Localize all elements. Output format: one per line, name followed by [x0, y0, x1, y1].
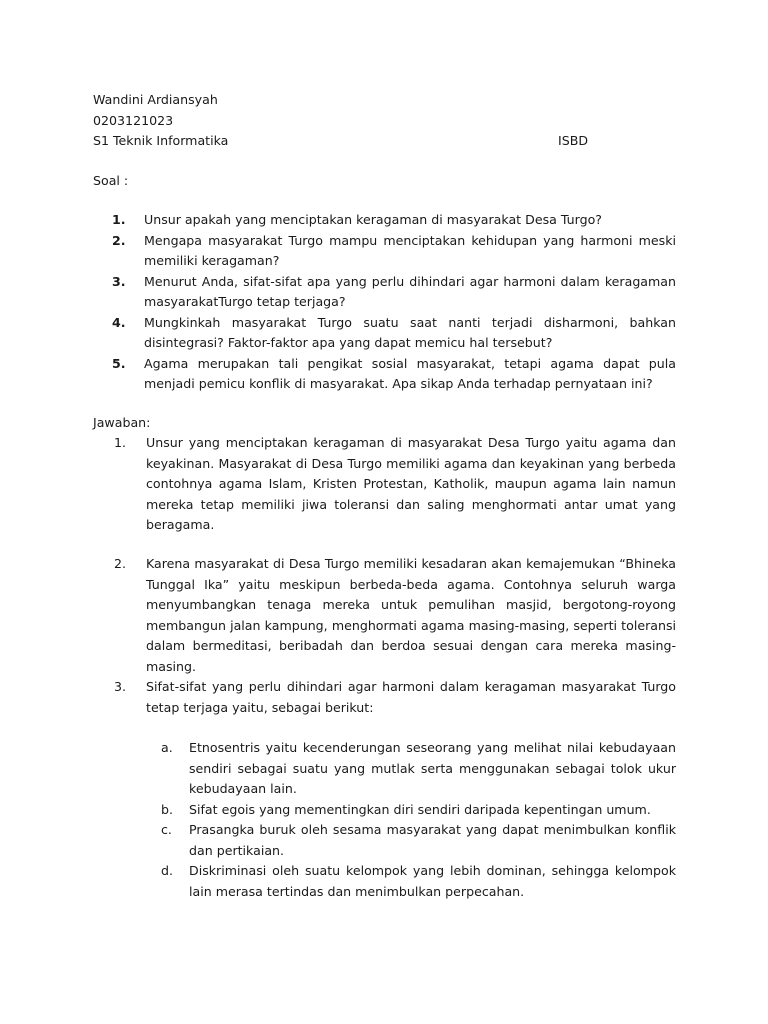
answer-text: Karena masyarakat di Desa Turgo memiliki kesadaran akan kemajemukan “Bhineka Tunggal Ika” yaitu meskipun berbeda-beda agama. Contohnya seluruh warga menyumbangkan tenaga mereka untuk pemulihan masjid, bergotong-royong membangun jalan kampung, menghormati agama masing-masing, seperti toleransi dalam bermeditasi, beribadah dan berdoa sesuai dengan cara mereka masing-masing.: [146, 556, 676, 674]
question-number: 2.: [112, 232, 126, 248]
study-program: S1 Teknik Informatika: [93, 133, 229, 148]
sub-answer-item: [157, 738, 676, 800]
question-item: [108, 272, 676, 313]
student-id: 0203121023: [93, 112, 174, 128]
answer-number: 1.: [114, 435, 127, 450]
soal-heading: Soal :: [93, 173, 129, 188]
question-item: [108, 231, 676, 272]
sub-answer-text: Prasangka buruk oleh sesama masyarakat yang dapat menimbulkan konflik dan pertikaian.: [189, 822, 676, 858]
document-header: [93, 90, 693, 152]
question-text: Menurut Anda, sifat-sifat apa yang perlu dihindari agar harmoni dalam keragaman masyarakatTurgo tetap terjaga?: [144, 273, 676, 309]
sub-answer-letter: d.: [161, 863, 173, 878]
question-list: [108, 210, 676, 395]
program-line: [93, 131, 693, 152]
answer-text: Unsur yang menciptakan keragaman di masyarakat Desa Turgo yaitu agama dan keyakinan. Masyarakat di Desa Turgo memiliki agama dan keyakinan yang berbeda contohnya agama Islam, Kristen Protestan, Katholik, maupun agama lain namun mereka tetap memiliki jiwa toleransi dan saling menghormati antar umat yang beragama.: [146, 435, 676, 532]
answer-number: 3.: [114, 679, 127, 694]
question-item: [108, 354, 676, 395]
question-text: Mungkinkah masyarakat Turgo suatu saat nanti terjadi disharmoni, bahkan disintegrasi? Faktor-faktor apa yang dapat memicu hal tersebut?: [144, 314, 676, 350]
sub-answer-item: [157, 861, 676, 902]
answer-item: [108, 677, 676, 718]
question-item: [108, 210, 676, 231]
sub-answer-letter: c.: [161, 822, 172, 837]
sub-answer-letter: a.: [161, 740, 173, 755]
student-name: Wandini Ardiansyah: [93, 92, 218, 107]
question-number: 5.: [112, 355, 126, 371]
sub-answer-text: Sifat egois yang mementingkan diri sendiri daripada kepentingan umum.: [189, 801, 651, 817]
sub-answer-item: [157, 800, 676, 821]
question-text: Unsur apakah yang menciptakan keragaman di masyarakat Desa Turgo?: [144, 212, 602, 227]
sub-answer-item: [157, 820, 676, 861]
sub-answer-letter: b.: [161, 801, 173, 817]
question-number: 3.: [112, 273, 126, 289]
answer-item: [108, 554, 676, 677]
question-text: Agama merupakan tali pengikat sosial masyarakat, tetapi agama dapat pula menjadi pemicu konflik di masyarakat. Apa sikap Anda terhadap pernyataan ini?: [144, 355, 676, 391]
course-subject: ISBD: [558, 133, 589, 148]
question-number: 4.: [112, 314, 126, 330]
question-text: Mengapa masyarakat Turgo mampu menciptakan kehidupan yang harmoni meski memiliki keragaman?: [144, 232, 676, 268]
question-number: 1.: [112, 212, 126, 227]
sub-answer-text: Etnosentris yaitu kecenderungan seseorang yang melihat nilai kebudayaan sendiri sebagai suatu yang mutlak serta menggunakan sebagai tolok ukur kebudayaan lain.: [189, 740, 676, 796]
question-item: [108, 313, 676, 354]
jawaban-heading: Jawaban:: [93, 415, 151, 430]
answer-text: Sifat-sifat yang perlu dihindari agar harmoni dalam keragaman masyarakat Turgo tetap terjaga yaitu, sebagai berikut:: [146, 679, 676, 715]
answer-item: [108, 433, 676, 536]
sub-answer-text: Diskriminasi oleh suatu kelompok yang lebih dominan, sehingga kelompok lain merasa tertindas dan menimbulkan perpecahan.: [189, 863, 676, 899]
answer-number: 2.: [114, 556, 127, 571]
sub-answer-list: [157, 738, 676, 902]
